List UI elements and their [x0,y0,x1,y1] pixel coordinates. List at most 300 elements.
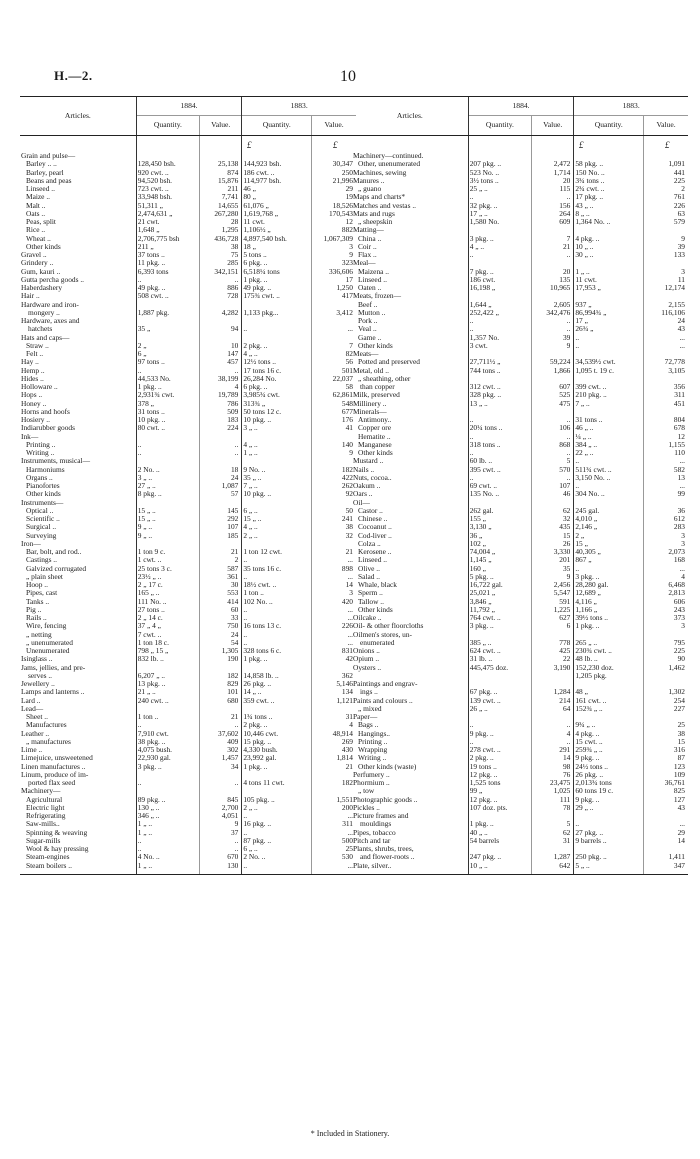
value-1883: 1,091 [644,160,688,168]
article-name: Sperm .. [358,589,383,598]
quantity-1883: 28,280 gal. [574,581,644,589]
value-1884 [532,631,574,639]
article-name: Game .. [358,333,382,342]
value-1884: 425 [532,647,574,655]
quantity-1884: .. [468,193,531,201]
value-1884 [532,713,574,721]
table-row [20,862,356,875]
article-name: Mutton .. [358,308,386,317]
quantity-1884: 99 „ [468,787,531,795]
value-1883: 227 [644,705,688,713]
value-1883 [312,334,356,342]
table-row [352,259,688,267]
value-1884 [200,771,242,779]
table-row [352,169,688,177]
value-1883: 430 [312,746,356,754]
value-1884: 2,472 [532,160,574,168]
article-name: Indiarubber goods [21,424,75,433]
article-name: and flower-roots .. [360,853,415,862]
quantity-1884: 1 cwt. .. [136,556,199,564]
table-row [352,713,688,721]
article-name: Jewellery .. [21,680,55,688]
value-1883 [644,259,688,267]
value-1883: 116,106 [644,309,688,317]
article-name: Maize .. [26,193,51,202]
table-row [352,573,688,581]
value-1883: 3 [644,540,688,548]
value-1883: 2,155 [644,301,688,309]
article-name: Pianofortes [26,482,60,490]
value-1884 [532,408,574,416]
value-1884: 292 [200,515,242,523]
value-1883: 2,813 [644,589,688,597]
value-1884: 28 [200,218,242,226]
value-1883: 15 [644,738,688,746]
value-1883: 3 [312,589,356,597]
quantity-1884: 33,948 bsh. [136,193,199,201]
table-row [20,787,356,795]
article-name: „ netting [26,630,52,639]
table-row [352,614,688,622]
article-name: Printing .. [358,737,388,746]
value-1883: 36 [644,507,688,515]
article-name: Machines, sewing [353,168,407,177]
value-1884 [200,787,242,795]
table-row [20,705,356,713]
value-1883: 1,551 [312,796,356,804]
value-1883: 29 [644,829,688,837]
value-1884: 4 [532,730,574,738]
value-1883: 31 [312,713,356,721]
quantity-1884 [136,301,199,309]
value-1883 [644,499,688,507]
article-name: Steam-engines [26,853,70,862]
value-1883: 99 [644,490,688,498]
article-name: China .. [358,234,382,243]
quantity-1884: .. [136,449,199,457]
article-name: Cocoanut .. [358,523,392,532]
quantity-1884: 3 „ .. [136,474,199,482]
value-1883: 882 [312,226,356,234]
value-1884: 475 [532,400,574,408]
value-1884: 62 [532,507,574,515]
table-row [352,309,688,317]
article-name: Oakum .. [353,482,381,490]
article-name: Plants, shrubs, trees, [353,845,414,853]
table-row [352,853,688,861]
quantity-1883: 18 „ [242,243,312,251]
article-name: Chinese .. [358,515,388,523]
value-1884: 2,456 [532,581,574,589]
value-1883: ... [312,325,356,333]
article-name: hatchets [28,325,53,334]
quantity-1884: 25 tons 3 c. [136,565,199,573]
quantity-1883: 15 cwt. .. [574,738,644,746]
table-row [352,548,688,556]
article-name: Gravel .. [21,251,47,259]
quantity-1883: .. [242,606,312,614]
value-1883 [644,226,688,234]
value-1883: 373 [644,614,688,622]
quantity-1884: 130 „ .. [136,804,199,812]
article-name: Machinery— [21,787,61,796]
quantity-1884: 2,706,775 bsh [136,235,199,243]
quantity-1883: 12½ tons .. [242,358,312,366]
table-row [352,292,688,300]
quantity-1883: 161 cwt. .. [574,697,644,705]
value-1883: 898 [312,565,356,573]
article-name: Paintings and engrav- [353,680,418,688]
value-1884 [532,259,574,267]
article-name: Sheet .. [26,713,48,721]
article-name: Whale, black [358,581,397,589]
quantity-1883: 46 „ .. [574,424,644,432]
quantity-1884: 27 „ .. [136,482,199,490]
quantity-1883 [242,771,312,779]
value-1883: 356 [644,383,688,391]
article-name: Bar, bolt, and rod.. [26,548,82,556]
article-name: Oaten .. [358,284,382,292]
quantity-1883: 6 „ .. [242,507,312,515]
article-name: Scientific .. [26,515,60,523]
value-1884: 130 [200,862,242,875]
article-name: „ unenumerated [26,638,73,647]
currency-unit: £ [247,140,252,150]
currency-unit: £ [665,140,670,150]
article-name: Rice .. [26,226,46,235]
table-row [352,424,688,432]
quantity-1883: 6 pkg. .. [242,383,312,391]
quantity-1884 [136,664,199,672]
value-1883: 110 [644,449,688,457]
value-1884: 778 [532,639,574,647]
currency-unit: £ [579,140,584,150]
value-1883: 12 [312,218,356,226]
quantity-1884: 17 „ .. [468,210,531,218]
quantity-1883: 10 pkg. .. [242,490,312,498]
quantity-1883 [574,136,644,161]
value-1884 [200,457,242,465]
value-1883: 25 [644,721,688,729]
quantity-1884: .. [136,845,199,853]
value-1884: 829 [200,680,242,688]
value-1884: 2,700 [200,804,242,812]
quantity-1883 [574,408,644,416]
table-row [352,581,688,589]
value-1883: 56 [312,358,356,366]
table-row [352,235,688,243]
article-name: Limejuice, unsweetened [21,754,93,763]
value-1883: 1,814 [312,754,356,762]
value-1884 [200,499,242,507]
value-1884: .. [200,845,242,853]
quantity-1884: 37 „ 4 „ [136,622,199,630]
article-name: Veal .. [358,325,377,334]
value-1884: 64 [532,705,574,713]
quantity-1884: 4,075 bush. [136,746,199,754]
quantity-1884 [136,317,199,325]
quantity-1884: 51,311 „ [136,202,199,210]
quantity-1884 [136,705,199,713]
table-row [352,812,688,820]
quantity-1884 [136,334,199,342]
table-row [352,160,688,168]
quantity-1884: .. [468,721,531,729]
table-row [352,862,688,875]
value-1883: 422 [312,474,356,482]
quantity-1884 [468,499,531,507]
value-1883: ... [644,342,688,350]
quantity-1884: 723 cwt. .. [136,185,199,193]
table-row [20,606,356,614]
table-row [20,276,356,284]
value-1884: 35 [532,565,574,573]
quantity-1883: 10,446 cwt. [242,730,312,738]
quantity-1883: 144,923 bsh. [242,160,312,168]
value-1883: 140 [312,441,356,449]
value-1883 [644,631,688,639]
quantity-1884: .. [468,317,531,325]
value-1883: 12,174 [644,284,688,292]
quantity-1884: 395 cwt. .. [468,466,531,474]
value-1884: .. [200,449,242,457]
article-name: Haberdashery [21,284,63,292]
quantity-1884: 385 „ .. [468,639,531,647]
value-1884 [532,375,574,383]
quantity-1883: 35 tons 16 c. [242,565,312,573]
value-1883: 22,037 [312,375,356,383]
table-row [20,697,356,705]
table-row [20,829,356,837]
article-name: Colza .. [358,539,381,548]
quantity-1883: 4,330 bush. [242,746,312,754]
value-1884: 609 [532,218,574,226]
table-row [20,746,356,754]
article-name: Machinery—continued. [353,151,424,160]
quantity-1884: 69 cwt. .. [468,482,531,490]
quantity-1883: 9 pkg. .. [574,796,644,804]
quantity-1884: 111 No. .. [136,598,199,606]
article-name: Cod-liver .. [358,531,392,540]
quantity-1884: 1 pkg. .. [136,383,199,391]
article-name: Tanks .. [26,597,50,606]
quantity-1883: 2,013¾ tons [574,779,644,787]
quantity-1884: 12 pkg. .. [468,771,531,779]
table-row [352,787,688,795]
value-1883: ... [312,556,356,564]
article-name: Other kinds [26,242,61,251]
article-name: Coir .. [358,242,377,251]
table-row [352,334,688,342]
table-row [20,763,356,771]
article-name: Castings .. [26,556,58,565]
value-1884: 591 [532,598,574,606]
quantity-1884: 10 pkg. .. [136,416,199,424]
quantity-header: Quantity. [136,116,199,136]
value-1883 [644,713,688,721]
quantity-1884: 128,450 bsh. [136,160,199,168]
table-row [352,532,688,540]
table-row [20,713,356,721]
quantity-1883: 114,977 bsh. [242,177,312,185]
quantity-1884: 16,198 „ [468,284,531,292]
value-1884 [200,334,242,342]
quantity-1883: 2 pkg. .. [242,342,312,350]
quantity-1884: 135 No. .. [468,490,531,498]
value-1884: 1,287 [532,853,574,861]
quantity-1883: 12,689 „ [574,589,644,597]
value-1883: 225 [644,647,688,655]
quantity-1883: 3,150 No. .. [574,474,644,482]
quantity-1884: 49 pkg. .. [136,284,199,292]
value-1884: 78 [532,804,574,812]
article-name: Mats and rugs [353,209,395,218]
value-1884: 1,284 [532,688,574,696]
table-row [352,721,688,729]
article-name: Manufactures [26,721,67,730]
value-1884: 5 [532,457,574,465]
value-1884: 59,224 [532,358,574,366]
article-name: Opium .. [353,655,380,664]
value-1883: ... [644,334,688,342]
value-1884: 39 [532,334,574,342]
table-row [352,358,688,366]
value-1884: 101 [200,688,242,696]
quantity-1884: 10 „ .. [468,862,531,875]
quantity-1884: 13 pkg. .. [136,680,199,688]
quantity-1884: 74,004 „ [468,548,531,556]
quantity-1884: .. [136,367,199,375]
quantity-1884: .. [468,325,531,333]
quantity-1883: 17,953 „ [574,284,644,292]
article-name [352,672,468,680]
value-1883: 1,411 [644,853,688,861]
table-row [20,160,356,168]
value-1883: ... [312,573,356,581]
article-name: Grain and pulse— [21,151,76,160]
quantity-1883: 31 tons .. [574,416,644,424]
article-name: Paper— [353,713,378,721]
quantity-1883: 9 barrels .. [574,837,644,845]
quantity-1883: .. [242,573,312,581]
quantity-1883: 152,230 doz. [574,664,644,672]
value-1884: 224 [200,424,242,432]
quantity-1884: 1 „ .. [136,829,199,837]
table-row [352,672,688,680]
table-row [352,829,688,837]
table-row [352,474,688,482]
quantity-1884: 12 pkg. .. [468,796,531,804]
quantity-1884 [468,631,531,639]
value-1884: 436,728 [200,235,242,243]
table-row [20,243,356,251]
table-row [20,400,356,408]
value-1884: 156 [532,202,574,210]
quantity-1883: 1¾ tons .. [242,713,312,721]
value-1883 [312,317,356,325]
quantity-1884: .. [136,837,199,845]
value-1883: ... [312,631,356,639]
quantity-header: Quantity. [574,116,644,136]
value-1884: 15,876 [200,177,242,185]
article-name: Bags .. [358,721,379,730]
article-name: Writing .. [358,754,387,763]
value-1883: 21,996 [312,177,356,185]
table-row [20,845,356,853]
value-1884 [532,680,574,688]
table-row [352,276,688,284]
article-name: Printing .. [26,440,56,449]
quantity-1883: .. [242,829,312,837]
quantity-1883: 26 pkg. .. [574,771,644,779]
value-1884: 15 [532,532,574,540]
quantity-1884: .. [136,441,199,449]
quantity-1884 [468,713,531,721]
article-name: Harmoniums [26,465,65,474]
value-1883: 32 [312,532,356,540]
value-1884: 509 [200,408,242,416]
value-1883: 87 [644,754,688,762]
value-1884: 24 [200,474,242,482]
quantity-1883: .. [574,565,644,573]
quantity-1884: 54 barrels [468,837,531,845]
quantity-1884 [468,259,531,267]
value-1884: 302 [200,746,242,754]
article-name: Galvized corrugated [26,564,87,573]
value-1884: 874 [200,169,242,177]
quantity-1883: 1,364 No. .. [574,218,644,226]
table-row [20,408,356,416]
article-name: „ plain sheet [26,572,63,581]
article-name: Saw-mills.. [26,820,60,829]
value-1884: 106 [532,424,574,432]
value-1884: 267,280 [200,210,242,218]
value-1883: 39 [644,243,688,251]
value-1884: 9 [532,573,574,581]
value-1883: 123 [644,763,688,771]
article-name: Antimony.. [358,416,392,424]
article-name: Leather .. [21,729,50,738]
table-row [352,779,688,787]
article-name: Honey .. [21,399,47,408]
table-row [352,606,688,614]
value-1884: 18 [200,466,242,474]
table-row [20,688,356,696]
value-1884: 62 [532,829,574,837]
quantity-1883: .. [242,325,312,333]
quantity-1884: 102 „ [468,540,531,548]
quantity-1884: 94,520 bsh. [136,177,199,185]
quantity-1884 [468,672,531,680]
value-1883: 182 [312,779,356,787]
quantity-1883: 17 „ [574,317,644,325]
value-1883: 582 [644,466,688,474]
article-name: Isinglass .. [21,655,53,664]
quantity-1884: 211 „ [136,243,199,251]
value-1883: 14 [312,581,356,589]
table-row [20,375,356,383]
table-row [20,284,356,292]
article-name: Iron— [21,539,41,548]
value-1883 [312,664,356,672]
value-1883: 19 [312,193,356,201]
quantity-1884: 9 „ .. [136,523,199,531]
value-1884: 670 [200,853,242,861]
quantity-1884: 346 „ .. [136,812,199,820]
table-row [352,325,688,333]
quantity-1883: 3 „ .. [242,424,312,432]
value-1883: 831 [312,647,356,655]
